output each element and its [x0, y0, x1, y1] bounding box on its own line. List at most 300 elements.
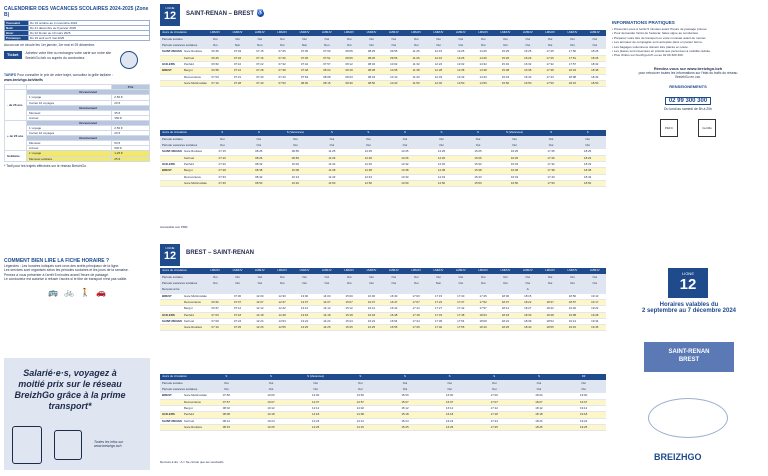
- grid-time-cell: 12:55: [271, 325, 293, 331]
- grid-info-cell: Oui: [561, 36, 583, 42]
- cover-dest-from: SAINT-RENAN: [668, 349, 710, 355]
- grid-time-cell: 17:00: [405, 293, 427, 299]
- grid-time-cell: 10:07: [249, 399, 294, 405]
- grid-day-cell: LMMJV: [226, 30, 248, 36]
- grid-day-cell: LMMJV: [584, 30, 606, 36]
- grid-time-cell: 07:43: [271, 74, 293, 80]
- grid-day-cell: LMMJV: [561, 30, 583, 36]
- grid-time-cell: 17:30: [450, 293, 472, 299]
- grid-header-label: Jours de circulation: [160, 268, 204, 274]
- grid-time-cell: 19:18: [561, 412, 606, 418]
- grid-time-cell: 12:43: [350, 174, 387, 180]
- grid-info-cell: Oui: [383, 387, 428, 393]
- grid-time-cell: 11:50: [405, 80, 427, 86]
- line-badge-label: LIGNE: [165, 6, 175, 10]
- grid-time-cell: 06:58: [204, 68, 226, 74]
- practical-info-item: • Pour demander l'arrêt de l'autocar, faites signe au conducteur.: [612, 31, 699, 36]
- grid-day-cell: DF: [561, 374, 606, 380]
- grid-stop: Penfeld: [182, 412, 204, 418]
- grid-time-cell: 17:50: [561, 49, 583, 55]
- grid-day-cell: LMMJV: [338, 30, 360, 36]
- grid-time-cell: 15:12: [383, 405, 428, 411]
- grid-info-cell: Oui: [450, 274, 472, 280]
- grid-time-cell: 08:38: [360, 68, 382, 74]
- grid-town: SAINT-RENAN: [162, 49, 182, 54]
- grid-time-cell: 07:07: [226, 299, 248, 305]
- grid-time-cell: 13:50: [450, 80, 472, 86]
- line-badge-label: LIGNE: [165, 246, 175, 250]
- grid-time-cell: 08:03: [316, 68, 338, 74]
- grid-time-cell: 17:24: [472, 418, 517, 424]
- grid-info-cell: Oui: [472, 387, 517, 393]
- grid-info-cell: Oui: [249, 274, 271, 280]
- grid-day-cell: S (Vacances): [293, 374, 338, 380]
- grid-day-cell: S (Vacances): [496, 130, 533, 136]
- tarif-age: + de 26 ans: [5, 120, 27, 151]
- grid-time-cell: 12:24: [249, 318, 271, 324]
- grid-info-cell: Oui: [316, 281, 338, 287]
- grid-time-cell: 17:55: [450, 325, 472, 331]
- grid-time-cell: 10:02: [277, 161, 314, 167]
- grid-time-cell: 07:21: [226, 74, 248, 80]
- grid-time-cell: 08:50: [360, 80, 382, 86]
- grid-info-cell: Oui: [204, 274, 226, 280]
- grid-time-cell: 19:24: [561, 418, 606, 424]
- grid-time-cell: 13:43: [387, 174, 424, 180]
- grid-info-cell: Oui: [249, 380, 294, 386]
- grid-info-cell: Oui: [450, 36, 472, 42]
- grid-town: [160, 325, 182, 331]
- grid-info-cell: Oui: [360, 274, 382, 280]
- grid-time-cell: 07:15: [204, 149, 241, 155]
- grid-day-cell: LMMJV: [539, 30, 561, 36]
- grid-time-cell: 12:25: [350, 149, 387, 155]
- grid-info-cell: Oui: [561, 43, 583, 49]
- grid-day-cell: LMMJV: [584, 268, 606, 274]
- grid-info-cell: Oui: [293, 387, 338, 393]
- grid-time-cell: 17:15: [427, 293, 449, 299]
- info-panel-calendar: [4, 6, 150, 232]
- grid-info-cell: Oui: [204, 380, 249, 386]
- route-title: [186, 250, 254, 256]
- grid-stop: Bergot: [182, 168, 204, 174]
- grid-time-cell: 17:25: [472, 424, 517, 430]
- grid-time-cell: 17:43: [539, 74, 561, 80]
- tarif-section: Occasionnel: [27, 90, 150, 95]
- grid-header-label: Jours de circulation: [160, 374, 204, 380]
- tarif-age: Solidaire: [5, 151, 27, 161]
- grid-info-cell: Oui: [383, 274, 405, 280]
- grid-time-cell: 15:25: [460, 149, 497, 155]
- grid-day-cell: S: [241, 130, 278, 136]
- grid-time-cell: 18:55: [539, 325, 561, 331]
- grid-time-cell: 10:24: [249, 418, 294, 424]
- tarif-price: 50 €: [112, 141, 150, 146]
- contact-label: RENSEIGNEMENTS: [669, 83, 707, 89]
- grid-info-cell: Oui: [584, 36, 606, 42]
- grid-time-cell: 18:25: [517, 424, 562, 430]
- grid-info-cell: Oui: [204, 387, 249, 393]
- grid-time-cell: 12:48: [271, 312, 293, 318]
- grid-time-cell: 10:20: [277, 180, 314, 186]
- grid-time-cell: 12:07: [293, 399, 338, 405]
- grid-time-cell: 07:22: [249, 61, 271, 67]
- grid-time-cell: 16:32: [517, 61, 539, 67]
- grid-time-cell: 14:50: [472, 80, 494, 86]
- grid-time-cell: 07:33: [249, 74, 271, 80]
- grid-info-cell: Oui: [427, 36, 449, 42]
- grid-day-cell: S: [517, 374, 562, 380]
- grid-time-cell: 16:00: [360, 293, 382, 299]
- grid-time-cell: 15:50: [494, 80, 516, 86]
- grid-time-cell: 18:03: [561, 68, 583, 74]
- grid-town: SAINT-RENAN: [162, 318, 182, 323]
- grid-time-cell: 14:00: [316, 293, 338, 299]
- grid-time-cell: 07:10: [204, 80, 226, 86]
- grid-info-cell: Oui: [405, 281, 427, 287]
- calendar-zone: Noël: [5, 26, 29, 31]
- grid-time-cell: 17:25: [539, 49, 561, 55]
- grid-info-cell: Oui: [460, 136, 497, 142]
- grid-info-cell: Oui: [293, 274, 315, 280]
- grid-time-cell: 12:07: [249, 299, 271, 305]
- grid-time-cell: 17:39: [427, 318, 449, 324]
- tarif-label: 1 voyage: [27, 95, 112, 100]
- grid-time-cell: 19:10: [584, 293, 606, 299]
- grid-day-cell: S: [338, 374, 383, 380]
- grid-town: BREST: [160, 68, 182, 74]
- grid-time-cell: 15:43: [494, 74, 516, 80]
- cover-dates: 2 septembre au 7 décembre 2024: [641, 308, 737, 314]
- grid-town: GUILERS: [160, 161, 182, 167]
- grid-day-cell: LMMJV: [494, 268, 516, 274]
- grid-info-cell: Oui: [241, 143, 278, 149]
- grid-time-cell: 07:50: [271, 80, 293, 86]
- grid-time-cell: 12:00: [293, 393, 338, 399]
- grid-info-cell: Non: [293, 43, 315, 49]
- grid-header-label: Jours de circulation: [160, 130, 204, 136]
- grid-town: [160, 424, 182, 430]
- phone-number[interactable]: 02 99 300 300: [665, 97, 711, 105]
- grid-day-cell: LMMJV: [249, 30, 271, 36]
- grid-town: BREST: [160, 168, 182, 174]
- tarif-desc: Pour connaître le prix de votre trajet, consultez la grille tarifaire :: [16, 73, 113, 78]
- grid-time-cell: 07:12: [226, 306, 248, 312]
- grid-day-cell: LMMJV: [450, 30, 472, 36]
- grid-time-cell: 15:12: [338, 306, 360, 312]
- grid-time-cell: 14:25: [472, 49, 494, 55]
- grid-info-cell: Oui: [293, 380, 338, 386]
- grid-time-cell: 14:15: [338, 424, 383, 430]
- grid-info-cell: Oui: [494, 43, 516, 49]
- grid-time-cell: 14:26: [472, 55, 494, 61]
- reading-p1: Légendes : Les horaires indiqués sont ceux des arrêts principaux de la ligne.: [4, 264, 120, 268]
- grid-time-cell: 06:57: [204, 306, 226, 312]
- grid-time-cell: 17:51: [561, 55, 583, 61]
- tarif-price: 500 €: [112, 146, 150, 151]
- grid-info-label: Période vacances scolaires: [160, 43, 204, 49]
- bus-illustration-icon: [648, 398, 728, 438]
- practical-info-item: • Les animaux de compagnie sont acceptés dans un panier fermé.: [612, 40, 703, 45]
- grid-info-cell: Oui: [496, 143, 533, 149]
- grid-time-cell: 13:07: [293, 299, 315, 305]
- grid-time-cell: 19:35: [584, 325, 606, 331]
- grid-time-cell: 07:16: [204, 155, 241, 161]
- grid-info-cell: Oui: [383, 36, 405, 42]
- grid-town: SAINT-RENAN: [162, 418, 182, 423]
- grid-info-cell: Oui: [338, 43, 360, 49]
- practical-info-title: INFORMATIONS PRATIQUES: [612, 20, 675, 25]
- grid-time-cell: 15:26: [460, 155, 497, 161]
- grid-stop-row: [160, 80, 606, 86]
- grid-info-cell: Oui: [405, 36, 427, 42]
- grid-time-cell: 15:18: [338, 312, 360, 318]
- grid-time-cell: 16:12: [360, 306, 382, 312]
- qr-code-icon: [54, 430, 82, 460]
- reading-p3: Pensez à vous présenter à l'arrêt 5 minutes avant l'heure de passage.: [4, 272, 109, 277]
- grid-day-cell: LMMJV: [271, 30, 293, 36]
- grid-time-cell: 10:20: [383, 80, 405, 86]
- grid-info-cell: Oui: [584, 274, 606, 280]
- grid-time-cell: 16:07: [427, 399, 472, 405]
- grid-time-cell: 13:32: [450, 61, 472, 67]
- grid-info-cell: Oui: [338, 380, 383, 386]
- grid-info-cell: Oui: [316, 274, 338, 280]
- grid-time-cell: 15:32: [460, 161, 497, 167]
- grid-time-cell: 18:43: [584, 74, 606, 80]
- grid-town: GUILERS: [160, 412, 182, 418]
- grid-time-cell: 18:24: [494, 318, 516, 324]
- grid-time-cell: 14:07: [316, 299, 338, 305]
- tarif-label: 1 voyage: [27, 125, 112, 130]
- calendar-zone: Hiver: [5, 31, 29, 36]
- grid-day-cell: LMMJV: [249, 268, 271, 274]
- grid-time-cell: 07:00: [226, 293, 248, 299]
- grid-time-cell: 18:09: [472, 318, 494, 324]
- grid-time-cell: 16:18: [360, 312, 382, 318]
- grid-info-label: Période vacances scolaires: [160, 143, 204, 149]
- grid-town: BREST: [160, 293, 182, 299]
- tarif-title: TARIFS: [4, 73, 16, 78]
- grid-time-cell: 19:28: [584, 312, 606, 318]
- grid-time-cell: 19:02: [561, 306, 583, 312]
- grid-info-cell: Oui: [517, 387, 562, 393]
- grid-time-cell: 15:32: [494, 61, 516, 67]
- grid-time-cell: 08:08: [204, 412, 249, 418]
- grid-time-cell: 07:25: [226, 325, 248, 331]
- grid-time-cell: 18:15: [561, 80, 583, 86]
- grid-time-cell: 13:57: [338, 399, 383, 405]
- grid-time-cell: 07:24: [226, 318, 248, 324]
- grid-info-cell: Oui: [561, 387, 606, 393]
- grid-time-cell: 08:12: [338, 61, 360, 67]
- grid-day-cell: LMMJV: [360, 30, 382, 36]
- grid-time-cell: 14:38: [472, 68, 494, 74]
- contact-block: [633, 66, 743, 111]
- grid-time-cell: 18:25: [494, 325, 516, 331]
- grid-time-cell: 18:37: [539, 299, 561, 305]
- grid-time-cell: 18:57: [561, 299, 583, 305]
- timetable-brest-saint-renan: [160, 244, 606, 472]
- grid-time-cell: 07:26: [271, 55, 293, 61]
- grid-time-cell: 12:18: [293, 412, 338, 418]
- grid-info-cell: Non: [316, 43, 338, 49]
- grid-time-cell: 11:38: [405, 68, 427, 74]
- grid-time-cell: 08:32: [360, 61, 382, 67]
- grid-time-cell: 19:22: [584, 306, 606, 312]
- grid-day-cell: S: [314, 130, 351, 136]
- grid-time-cell: 13:43: [450, 74, 472, 80]
- grid-time-cell: 09:56: [277, 155, 314, 161]
- calendar-dates: Du 21 décembre au 6 janvier 2025: [29, 26, 150, 31]
- grid-time-cell: 17:40: [427, 325, 449, 331]
- grid-time-cell: 17:25: [405, 325, 427, 331]
- grid-time-cell: 15:43: [460, 174, 497, 180]
- grid-time-cell: 08:43: [241, 174, 278, 180]
- grid-info-cell: Oui: [350, 143, 387, 149]
- grid-time-cell: 18:50: [561, 293, 583, 299]
- car-icon: 🚗: [95, 287, 106, 297]
- grid-time-cell: 10:00: [249, 393, 294, 399]
- calendar-dates: Du 19 avril au 5 mai 2025: [29, 36, 150, 41]
- grid-day-cell: S: [427, 374, 472, 380]
- grid-time-cell: 18:38: [584, 68, 606, 74]
- grid-time-cell: 08:23: [338, 74, 360, 80]
- grid-time-cell: 17:12: [405, 306, 427, 312]
- grid-time-cell: 17:57: [472, 306, 494, 312]
- grid-time-cell: 18:32: [569, 161, 606, 167]
- grid-info-cell: Oui: [271, 43, 293, 49]
- tarif-age: - de 26 ans: [5, 90, 27, 121]
- grid-info-cell: Oui: [569, 136, 606, 142]
- grid-info-cell: Oui: [277, 143, 314, 149]
- grid-stop: Penfeld: [182, 312, 204, 318]
- grid-time-cell: 14:38: [423, 168, 460, 174]
- grid-time-cell: 12:26: [350, 155, 387, 161]
- grid-time-cell: 14:32: [423, 161, 460, 167]
- grid-time-cell: 15:00: [383, 393, 428, 399]
- grid-day-cell: S: [460, 130, 497, 136]
- grid-time-cell: 08:15: [204, 424, 249, 430]
- practical-info-list: [612, 27, 764, 58]
- phone-hours: Du lundi au samedi de 8h à 20h: [664, 106, 712, 111]
- grid-time-cell: 11:32: [405, 61, 427, 67]
- line-badge: [160, 244, 180, 266]
- grid-header-label: Jours de circulation: [160, 30, 204, 36]
- grid-time-cell: 16:50: [517, 80, 539, 86]
- grid-time-cell: 08:08: [316, 74, 338, 80]
- grid-time-cell: 14:43: [423, 174, 460, 180]
- grid-time-cell: 12:25: [293, 424, 338, 430]
- grid-time-cell: 17:38: [533, 168, 570, 174]
- grid-info-cell: Oui: [293, 36, 315, 42]
- route-name: SAINT-RENAN – BREST: [186, 11, 255, 18]
- grid-info-cell: Oui: [226, 281, 248, 287]
- grid-time-cell: 08:25: [241, 149, 278, 155]
- grid-time-cell: 18:50: [584, 80, 606, 86]
- grid-time-cell: 16:42: [383, 306, 405, 312]
- grid-stop: Recouvrance: [182, 299, 204, 305]
- grid-info-cell: Oui: [561, 281, 583, 287]
- grid-time-cell: 13:50: [338, 393, 383, 399]
- grid-time-cell: 15:24: [338, 318, 360, 324]
- grid-time-cell: 10:12: [249, 405, 294, 411]
- grid-time-cell: 12:30: [271, 293, 293, 299]
- grid-time-cell: 17:50: [539, 80, 561, 86]
- grid-time-cell: 12:42: [271, 306, 293, 312]
- grid-time-cell: 15:25: [338, 325, 360, 331]
- grid-time-cell: 17:12: [472, 405, 517, 411]
- grid-time-cell: 17:33: [427, 312, 449, 318]
- grid-time-cell: 15:50: [460, 180, 497, 186]
- grid-day-cell: LMMJV: [226, 268, 248, 274]
- grid-info-cell: Oui: [494, 36, 516, 42]
- grid-time-cell: 14:50: [423, 180, 460, 186]
- grid-time-cell: 08:26: [241, 155, 278, 161]
- grid-time-cell: 07:16: [226, 68, 248, 74]
- grid-info-cell: Oui: [427, 43, 449, 49]
- calendar-zone: Toussaint: [5, 21, 29, 26]
- grid-time-cell: 14:14: [338, 418, 383, 424]
- grid-time-cell: 07:03: [204, 74, 226, 80]
- grid-time-cell: 17:38: [539, 68, 561, 74]
- grid-info-cell: Non: [249, 43, 271, 49]
- grid-time-cell: 17:37: [450, 299, 472, 305]
- grid-info-cell: Oui: [241, 136, 278, 142]
- tarif-link[interactable]: www.breizhgo.bzh/tarifs: [4, 77, 43, 82]
- grid-info-cell: Oui: [584, 43, 606, 49]
- contact-title[interactable]: Rendez-vous sur www.breizhgo.bzh: [653, 65, 723, 71]
- grid-time-cell: 13:38: [387, 168, 424, 174]
- grid-day-cell: LMMJV: [450, 268, 472, 274]
- tarif-label: Carnet 10 voyages: [27, 131, 112, 136]
- grid-time-cell: 16:18: [427, 412, 472, 418]
- grid-info-cell: Oui: [517, 281, 539, 287]
- grid-stop: Kerhuel: [182, 155, 204, 161]
- grid-info-label: Période scolaire: [160, 136, 204, 142]
- grid-day-cell: LMMJV: [293, 30, 315, 36]
- ticket-desc: Achetez votre titre ou rechargez votre carte sur notre site BreizhGo.bzh ou auprès du conducteur.: [25, 51, 112, 60]
- grid-time-cell: 13:25: [450, 49, 472, 55]
- promo-link[interactable]: Toutes les infos sur www.breizhgo.bzh: [94, 440, 124, 449]
- grid-day-cell: S: [472, 374, 517, 380]
- grid-time-cell: 07:40: [204, 180, 241, 186]
- grid-info-label: Période vacances scolaires: [160, 387, 204, 393]
- grid-time-cell: 16:48: [383, 312, 405, 318]
- grid-time-cell: 17:52: [472, 299, 494, 305]
- grid-time-cell: 19:14: [561, 318, 583, 324]
- grid-time-cell: 12:50: [350, 180, 387, 186]
- grid-time-cell: 18:10: [472, 325, 494, 331]
- grid-info-cell: Oui: [472, 36, 494, 42]
- grid-time-cell: 17:50: [533, 180, 570, 186]
- grid-info-cell: Oui: [387, 143, 424, 149]
- grid-time-cell: 15:25: [383, 424, 428, 430]
- grid-day-cell: S: [383, 374, 428, 380]
- grid-time-cell: 17:07: [472, 399, 517, 405]
- calendar-dates: Du 22 février au 10 mars 2025: [29, 31, 150, 36]
- grid-time-cell: 18:27: [517, 306, 539, 312]
- grid-info-cell: Oui: [277, 136, 314, 142]
- grid-info-cell: Oui: [496, 136, 533, 142]
- grid-info-cell: Oui: [338, 274, 360, 280]
- practical-info-item: • Plus d'infos sur breizhgo.bzh ou au 02 99 300 300.: [612, 53, 684, 58]
- grid-time-cell: 14:26: [423, 155, 460, 161]
- grid-time-cell: 19:17: [584, 299, 606, 305]
- promo-block: [4, 358, 150, 470]
- tarif-table: [4, 84, 150, 161]
- grid-time-cell: 13:12: [293, 306, 315, 312]
